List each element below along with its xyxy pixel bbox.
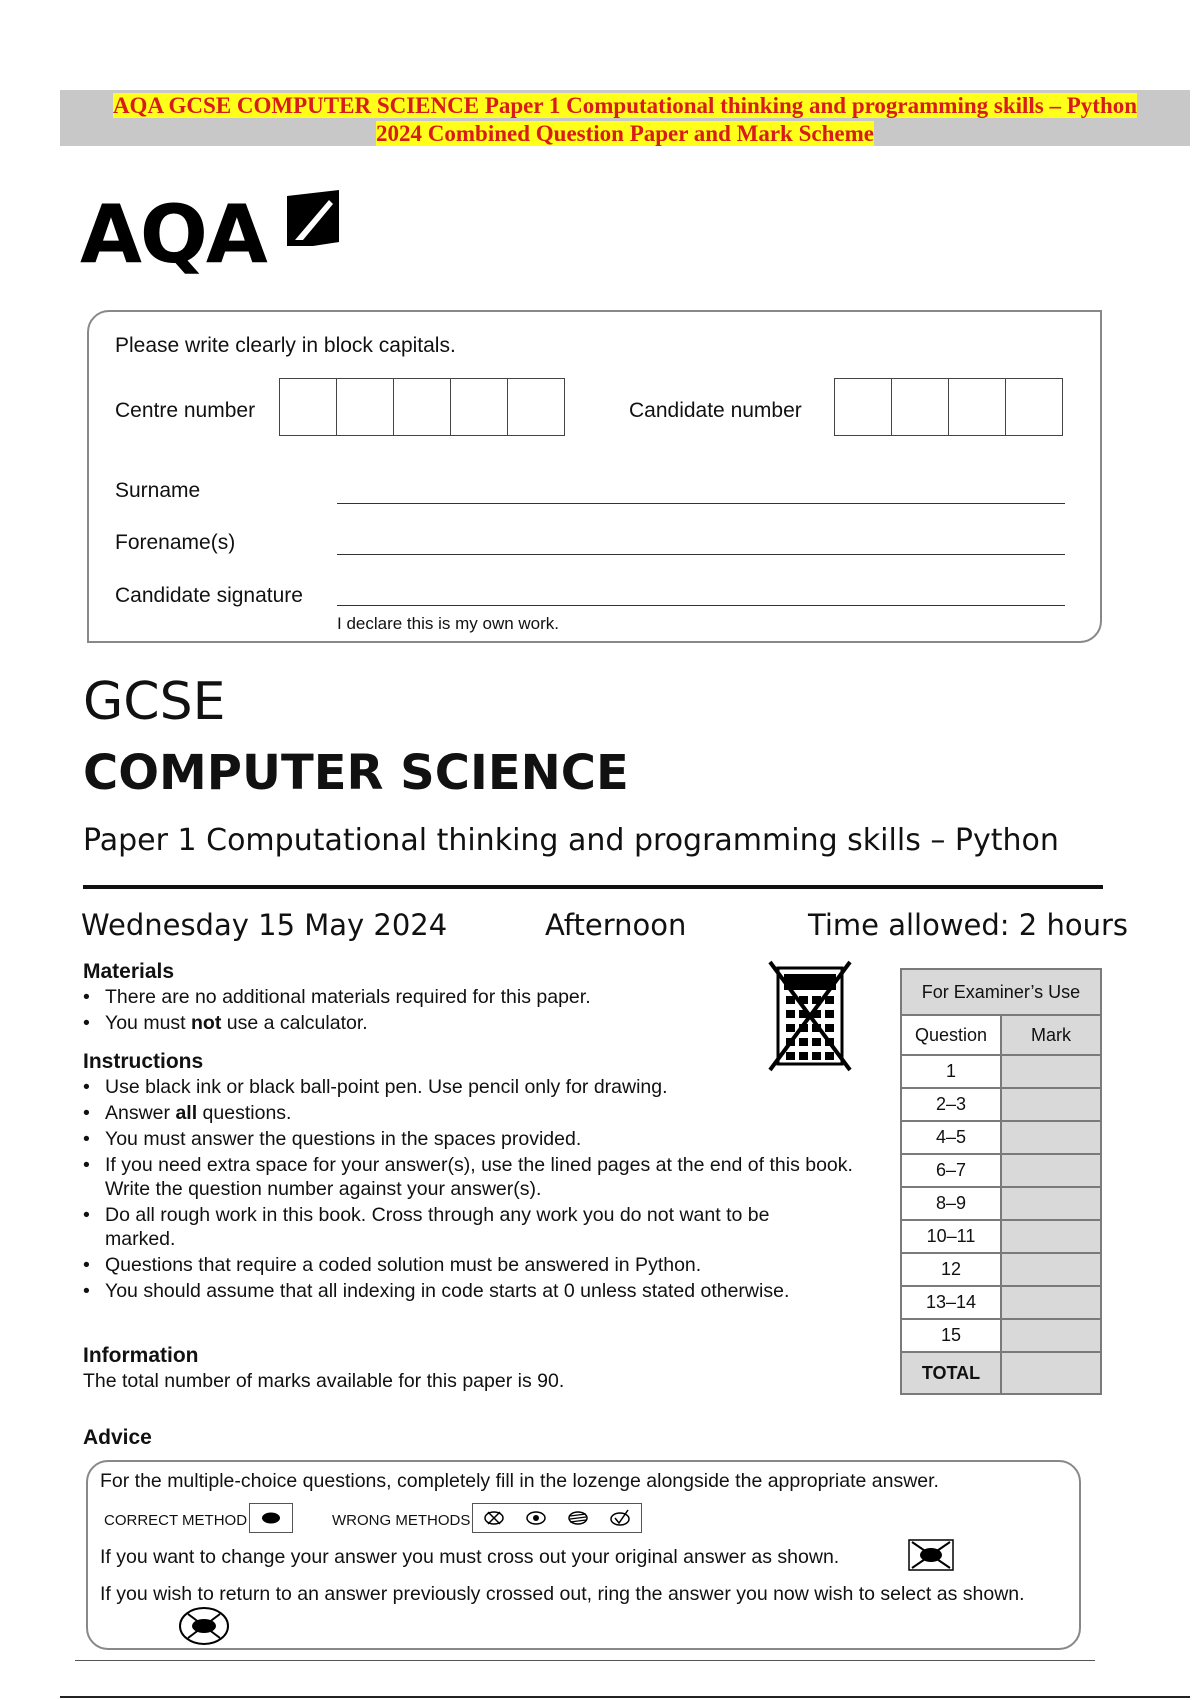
materials-item: • You must not use a calculator. [83, 1012, 368, 1034]
instruction-item: • If you need extra space for your answer(s), use the lined pages at the end of this book. Write the question number against your answer(s). [83, 1154, 853, 1200]
declaration-text: I declare this is my own work. [337, 614, 560, 633]
mark-cell[interactable] [1001, 1088, 1101, 1121]
centre-number-boxes[interactable] [279, 378, 565, 436]
mark-cell[interactable] [1001, 1121, 1101, 1154]
question-cell: 8–9 [901, 1187, 1001, 1220]
paper-title: Paper 1 Computational thinking and programming skills – Python [83, 823, 1059, 858]
wrong-methods-label: WRONG METHODS [332, 1512, 471, 1529]
ticked-cross-lozenge-icon [480, 1508, 508, 1528]
instruction-item: • You should assume that all indexing in code starts at 0 unless stated otherwise. [83, 1280, 790, 1302]
materials-item: • There are no additional materials required for this paper. [83, 986, 591, 1008]
centre-number-digit[interactable] [508, 379, 564, 435]
examiner-use-table [900, 968, 1102, 1395]
signature-label: Candidate signature [115, 584, 303, 607]
surname-label: Surname [115, 479, 201, 502]
banner-line-2: 2024 Combined Question Paper and Mark Scheme [376, 121, 874, 146]
question-cell: 15 [901, 1319, 1001, 1352]
instruction-item: • Answer all questions. [83, 1102, 292, 1124]
mark-column-header: Mark [1001, 1015, 1101, 1055]
advice-line-1: For the multiple-choice questions, completely fill in the lozenge alongside the appropriate answer. [100, 1470, 939, 1492]
instruction-item: • Questions that require a coded solution must be answered in Python. [83, 1254, 702, 1276]
dotted-lozenge-icon [522, 1508, 550, 1528]
time-allowed: Time allowed: 2 hours [808, 908, 1128, 942]
question-cell: 10–11 [901, 1220, 1001, 1253]
advice-heading: Advice [83, 1426, 152, 1449]
scribbled-lozenge-icon [564, 1508, 592, 1528]
page-bottom-border [60, 1696, 1190, 1698]
mark-cell[interactable] [1001, 1319, 1101, 1352]
question-cell: 12 [901, 1253, 1001, 1286]
mark-cell[interactable] [1001, 1055, 1101, 1088]
mark-cell[interactable] [1001, 1220, 1101, 1253]
wrong-lozenges [472, 1503, 642, 1533]
mark-cell[interactable] [1001, 1253, 1101, 1286]
instruction-item: • Use black ink or black ball-point pen. Use pencil only for drawing. [83, 1076, 668, 1098]
mark-cell[interactable] [1001, 1187, 1101, 1220]
question-cell: 6–7 [901, 1154, 1001, 1187]
logo-text: AQA [80, 188, 266, 281]
question-cell: 2–3 [901, 1088, 1001, 1121]
candidate-number-digit[interactable] [835, 379, 892, 435]
ringed-lozenge-icon [178, 1606, 230, 1646]
mark-cell[interactable] [1001, 1286, 1101, 1319]
centre-number-digit[interactable] [394, 379, 451, 435]
correct-method-label: CORRECT METHOD [104, 1512, 248, 1529]
centre-number-digit[interactable] [451, 379, 508, 435]
question-cell: 13–14 [901, 1286, 1001, 1319]
crossed-lozenge-icon [908, 1539, 954, 1571]
instruction-item: • You must answer the questions in the spaces provided. [83, 1128, 582, 1150]
mark-cell[interactable] [1001, 1154, 1101, 1187]
banner-text [60, 92, 1190, 148]
exam-date: Wednesday 15 May 2024 [81, 908, 448, 942]
centre-number-digit[interactable] [280, 379, 337, 435]
instruction-item: • Do all rough work in this book. Cross through any work you do not want to be marked. [83, 1204, 770, 1250]
candidate-number-digit[interactable] [892, 379, 949, 435]
question-cell: 4–5 [901, 1121, 1001, 1154]
title-divider [83, 885, 1103, 889]
information-text: The total number of marks available for this paper is 90. [83, 1370, 565, 1392]
candidate-number-digit[interactable] [949, 379, 1006, 435]
candidate-number-boxes[interactable] [834, 378, 1063, 436]
no-calculator-icon [768, 960, 852, 1072]
candidate-number-label: Candidate number [629, 399, 802, 422]
forename-label: Forename(s) [115, 531, 236, 554]
subject-title: COMPUTER SCIENCE [83, 745, 629, 801]
logo-mark-icon [283, 190, 343, 248]
information-heading: Information [83, 1344, 199, 1367]
materials-heading: Materials [83, 960, 175, 983]
examiner-table-title: For Examiner’s Use [901, 969, 1101, 1015]
banner-line-1: AQA GCSE COMPUTER SCIENCE Paper 1 Computational thinking and programming skills – Python [112, 93, 1138, 118]
centre-number-digit[interactable] [337, 379, 394, 435]
question-column-header: Question [901, 1015, 1001, 1055]
correct-lozenge [249, 1503, 293, 1533]
qualification-title: GCSE [83, 672, 226, 732]
footer-divider [75, 1660, 1095, 1661]
advice-line-3: If you wish to return to an answer previously crossed out, ring the answer you now wish to select as shown. [100, 1583, 1025, 1605]
instructions-heading: Instructions [83, 1050, 204, 1073]
total-mark-cell[interactable] [1001, 1352, 1101, 1394]
candidate-number-digit[interactable] [1006, 379, 1062, 435]
exam-session: Afternoon [545, 908, 687, 942]
surname-field[interactable] [337, 503, 1065, 504]
centre-number-label: Centre number [115, 399, 256, 422]
question-cell: 1 [901, 1055, 1001, 1088]
block-capitals-instruction: Please write clearly in block capitals. [115, 334, 456, 357]
filled-lozenge-icon [259, 1511, 283, 1525]
total-label: TOTAL [901, 1352, 1001, 1394]
signature-field[interactable] [337, 605, 1065, 606]
forename-field[interactable] [337, 554, 1065, 555]
ticked-lozenge-icon [606, 1508, 634, 1528]
advice-line-2: If you want to change your answer you must cross out your original answer as shown. [100, 1546, 840, 1568]
